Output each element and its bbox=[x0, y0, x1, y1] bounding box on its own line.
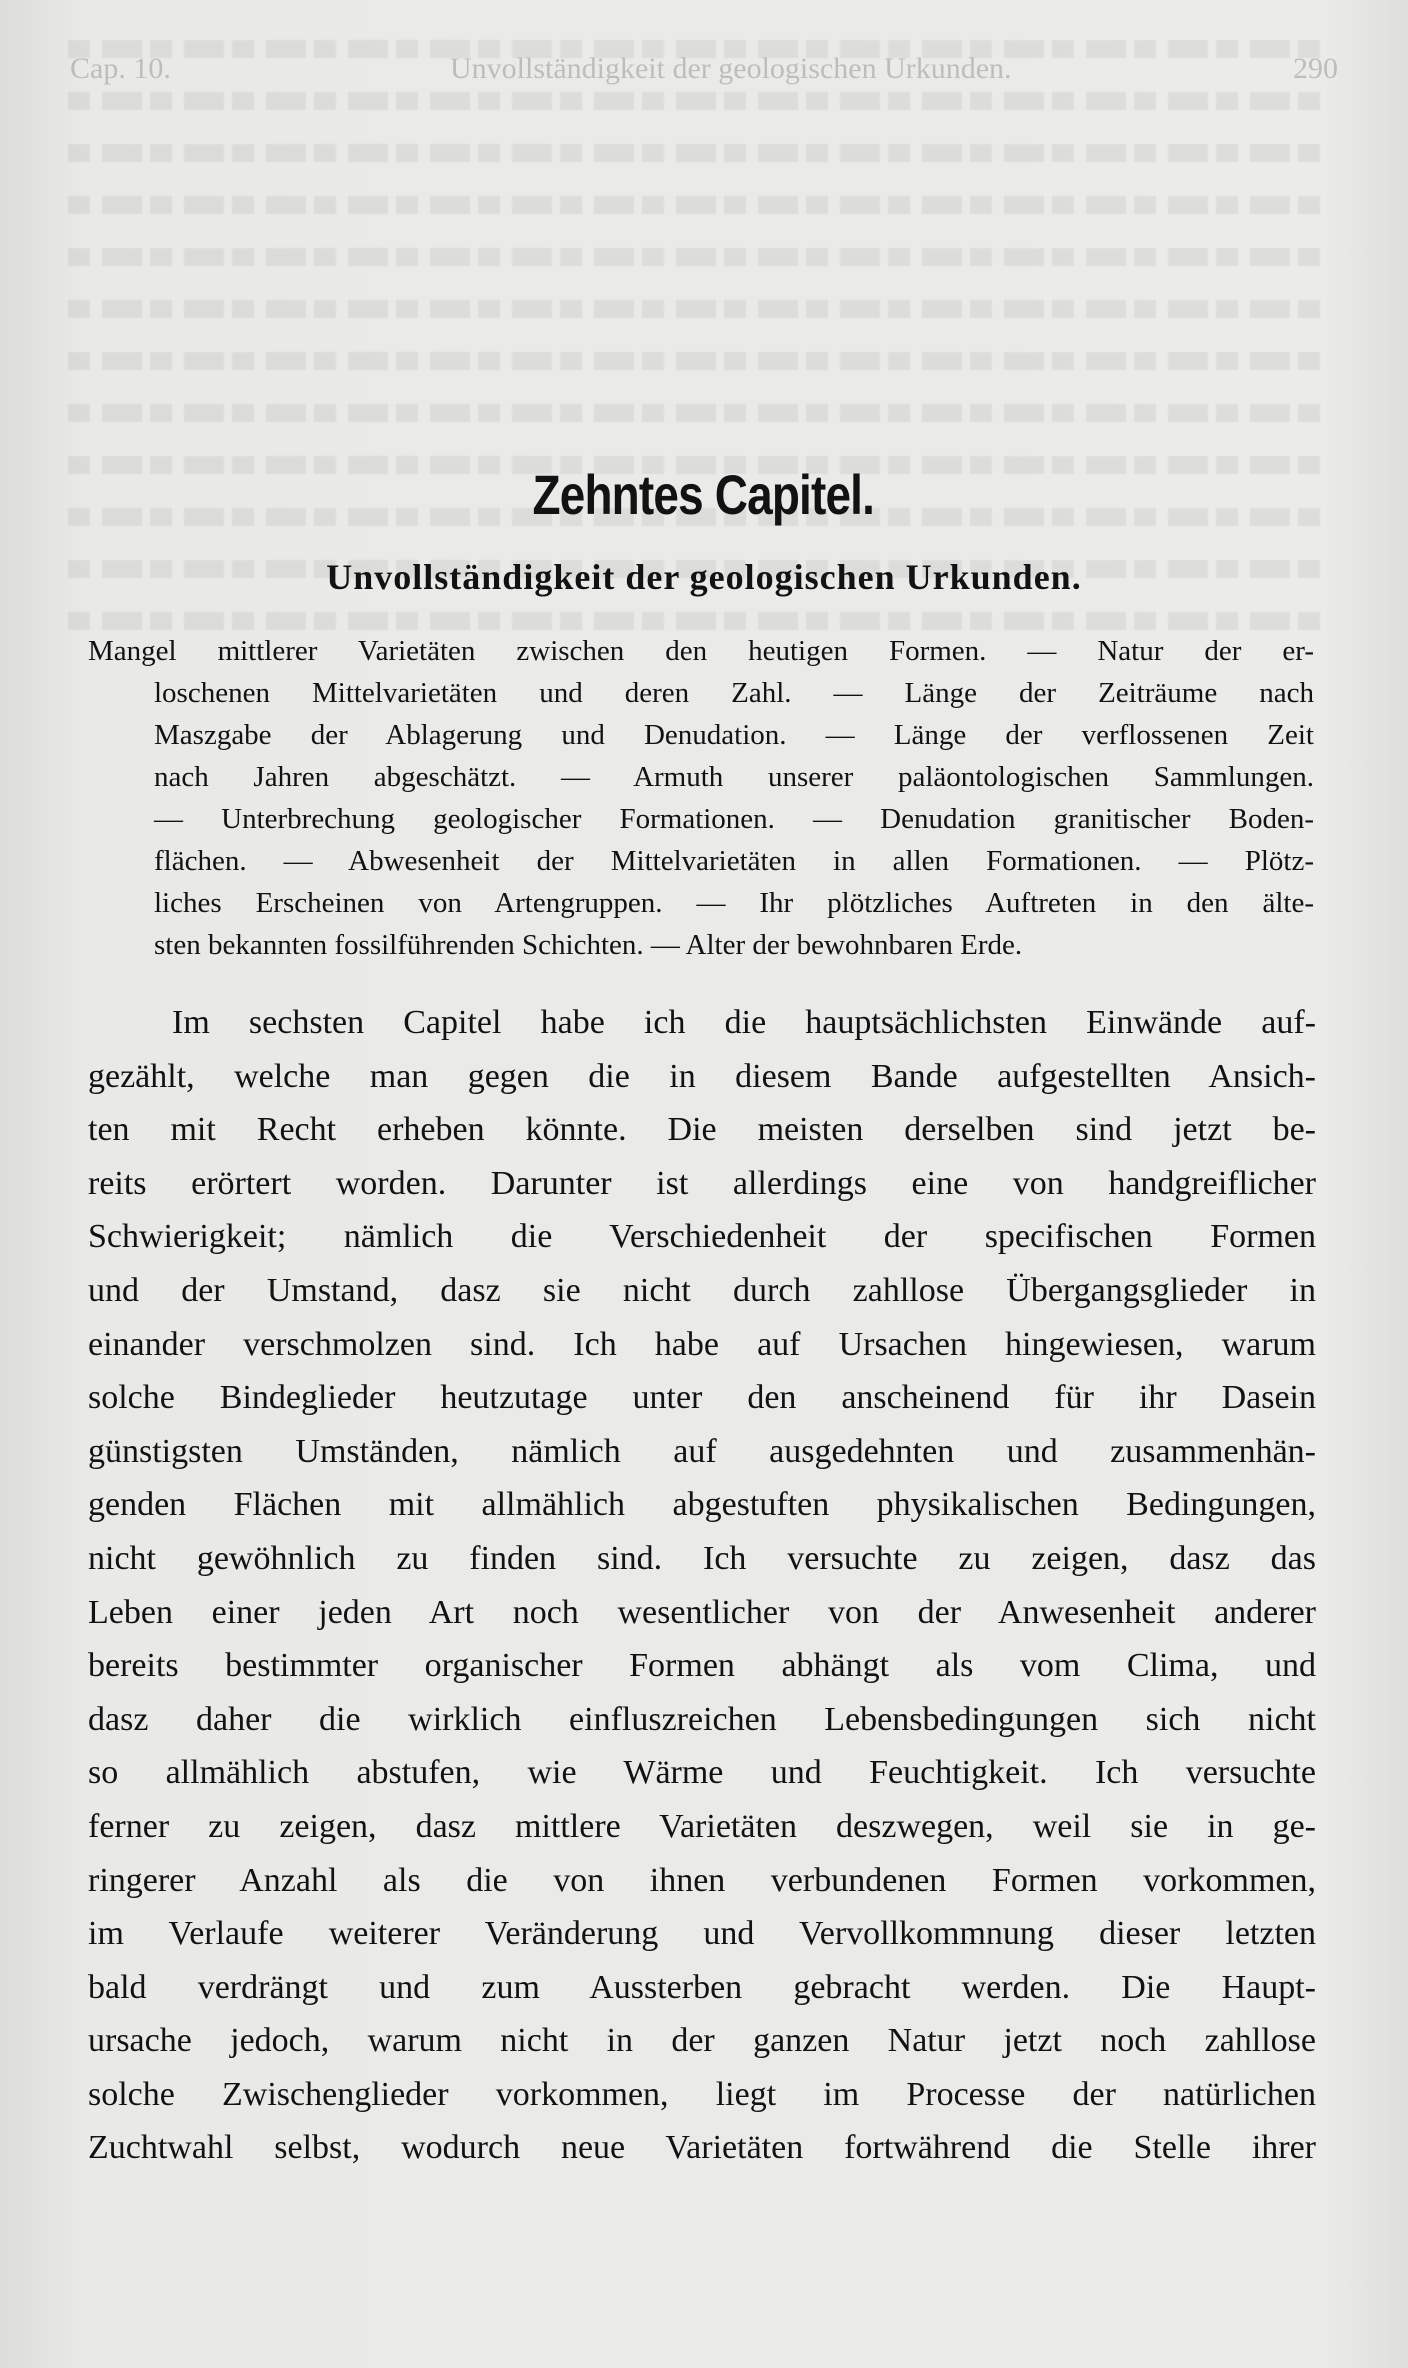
body-line: ferner zu zeigen, dasz mittlere Varietäten deszwegen, weil sie in ge- bbox=[88, 1807, 1316, 1845]
body-line: bereits bestimmter organischer Formen abhängt als vom Clima, und bbox=[88, 1647, 1316, 1685]
header-chapter-ref: Cap. 10. bbox=[70, 52, 171, 85]
body-line: solche Zwischenglieder vorkommen, liegt im Processe der natürlichen bbox=[88, 2075, 1316, 2113]
header-running-title: Unvollständigkeit der geologischen Urkunden. bbox=[450, 52, 1012, 85]
summary-line: flächen. — Abwesenheit der Mittelvarietäten in allen Formationen. — Plötz- bbox=[154, 845, 1314, 877]
body-line: Zuchtwahl selbst, wodurch neue Varietäten fortwährend die Stelle ihrer bbox=[88, 2129, 1316, 2167]
summary-line: sten bekannten fossilführenden Schichten. — Alter der bewohnbaren Erde. bbox=[154, 929, 1023, 961]
body-line: Leben einer jeden Art noch wesentlicher von der Anwesenheit anderer bbox=[88, 1593, 1316, 1631]
body-line: dasz daher die wirklich einfluszreichen Lebensbedingungen sich nicht bbox=[88, 1700, 1316, 1738]
summary-line: loschenen Mittelvarietäten und deren Zahl. — Länge der Zeiträume nach bbox=[154, 677, 1314, 709]
chapter-summary bbox=[88, 630, 1314, 966]
summary-line: liches Erscheinen von Artengruppen. — Ihr plötzliches Auftreten in den älte- bbox=[154, 887, 1314, 919]
body-line: bald verdrängt und zum Aussterben gebracht werden. Die Haupt- bbox=[88, 1968, 1316, 2006]
body-line: genden Flächen mit allmählich abgestuften physikalischen Bedingungen, bbox=[88, 1486, 1316, 1524]
body-line: reits erörtert worden. Darunter ist allerdings eine von handgreiflicher bbox=[88, 1164, 1316, 1202]
body-line: Im sechsten Capitel habe ich die hauptsächlichsten Einwände auf- bbox=[172, 1004, 1316, 1041]
body-line: nicht gewöhnlich zu finden sind. Ich versuchte zu zeigen, dasz das bbox=[88, 1539, 1316, 1577]
body-line: einander verschmolzen sind. Ich habe auf Ursachen hingewiesen, warum bbox=[88, 1325, 1316, 1363]
summary-line: nach Jahren abgeschätzt. — Armuth unserer paläontologischen Sammlungen. bbox=[154, 761, 1314, 793]
body-line: ringerer Anzahl als die von ihnen verbundenen Formen vorkommen, bbox=[88, 1861, 1316, 1899]
chapter-title: Zehntes Capitel. bbox=[532, 463, 875, 526]
header-page-number: 290 bbox=[1293, 52, 1338, 85]
body-line: im Verlaufe weiterer Veränderung und Vervollkommnung dieser letzten bbox=[88, 1915, 1316, 1953]
body-line: solche Bindeglieder heutzutage unter den anscheinend für ihr Dasein bbox=[88, 1379, 1316, 1417]
body-line: Schwierigkeit; nämlich die Verschiedenheit der specifischen Formen bbox=[88, 1218, 1316, 1256]
summary-line: Maszgabe der Ablagerung und Denudation. — Länge der verflossenen Zeit bbox=[154, 719, 1314, 751]
body-line: gezählt, welche man gegen die in diesem Bande aufgestellten Ansich- bbox=[88, 1057, 1316, 1095]
summary-line: — Unterbrechung geologischer Formationen. — Denudation granitischer Boden- bbox=[154, 803, 1314, 835]
body-line: ten mit Recht erheben könnte. Die meisten derselben sind jetzt be- bbox=[88, 1111, 1316, 1149]
summary-line: Mangel mittlerer Varietäten zwischen den heutigen Formen. — Natur der er- bbox=[88, 635, 1314, 667]
body-line: so allmählich abstufen, wie Wärme und Feuchtigkeit. Ich versuchte bbox=[88, 1754, 1316, 1792]
body-line: ursache jedoch, warum nicht in der ganzen Natur jetzt noch zahllose bbox=[88, 2022, 1316, 2060]
body-paragraph bbox=[88, 996, 1316, 2175]
body-line: günstigsten Umständen, nämlich auf ausgedehnten und zusammenhän- bbox=[88, 1432, 1316, 1470]
body-line: und der Umstand, dasz sie nicht durch zahllose Übergangsglieder in bbox=[88, 1271, 1316, 1309]
chapter-subtitle: Unvollständigkeit der geologischen Urkunden. bbox=[326, 557, 1082, 597]
running-header bbox=[70, 52, 1338, 92]
